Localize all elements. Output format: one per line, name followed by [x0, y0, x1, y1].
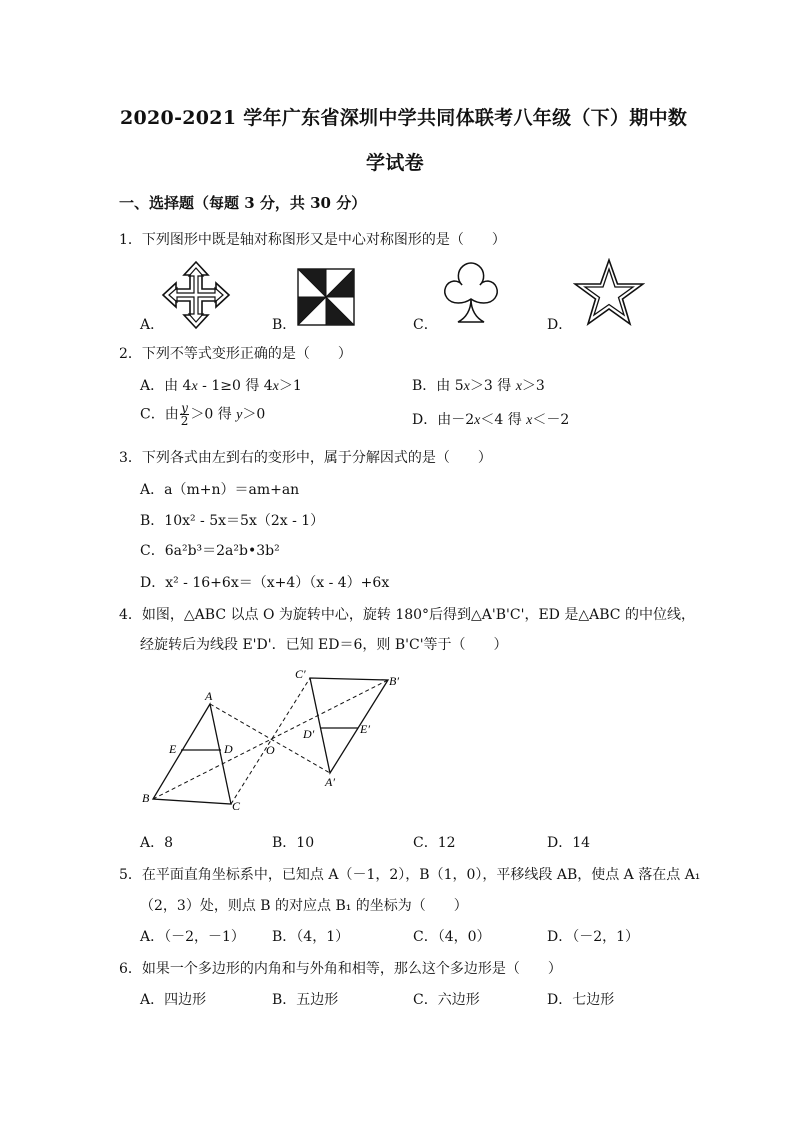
triangle-abc — [153, 704, 231, 804]
label-a: A — [205, 689, 213, 703]
q1-option-a-label: A． — [140, 317, 165, 333]
q3-option-a: A．a（m+n）＝am+an — [140, 482, 300, 498]
club-icon — [438, 260, 504, 326]
question-6-stem: 6．如果一个多边形的内角和与外角和相等，那么这个多边形是（ ） — [119, 961, 562, 977]
pinwheel-icon — [297, 268, 355, 326]
q2-option-c: C．由 $\frac{y}{2}$ ＞0 得 y＞0 — [140, 401, 266, 428]
q5-option-c: C．（4，0） — [413, 929, 491, 945]
label-e-prime: E′ — [360, 722, 370, 736]
question-2-stem: 2．下列不等式变形正确的是（ ） — [119, 346, 352, 362]
label-d: D — [224, 742, 233, 756]
q3-option-b: B．10x² - 5x＝5x（2x - 1） — [140, 513, 325, 529]
label-c-prime: C′ — [295, 667, 306, 681]
rotation-figure — [135, 660, 425, 820]
label-o: O — [266, 743, 275, 757]
question-4-line1: 4．如图，△ABC 以点 O 为旋转中心，旋转 180°后得到△A'B'C'，ED 是△ABC 的中位线， — [119, 607, 695, 623]
q1-option-d-label: D． — [547, 317, 573, 333]
q4-option-a: A．8 — [140, 835, 174, 851]
label-a-prime: A′ — [325, 775, 335, 789]
triangle-a1b1c1 — [310, 678, 388, 773]
label-c: C — [232, 799, 241, 813]
q6-option-a: A．四边形 — [140, 992, 207, 1008]
q4-option-c: C．12 — [413, 835, 456, 851]
q3-option-d: D．x² - 16+6x＝（x+4）（x - 4）+6x — [140, 575, 390, 591]
q1-option-c-label: C． — [413, 317, 438, 333]
question-4-line2: 经旋转后为线段 E'D'．已知 ED＝6，则 B'C'等于（ ） — [140, 637, 508, 653]
question-5-line1: 5．在平面直角坐标系中，已知点 A（－1，2），B（1，0），平移线段 AB，使点 A 落在点 A₁ — [119, 867, 701, 883]
q2-option-a: A．由 4x - 1≥0 得 4x＞1 — [140, 378, 302, 394]
q2-option-b: B．由 5x＞3 得 x＞3 — [412, 378, 545, 394]
q5-option-a: A．（－2，－1） — [140, 929, 245, 945]
q2-option-d: D．由－2x＜4 得 x＜－2 — [412, 412, 570, 428]
label-b: B — [142, 791, 150, 805]
label-e: E — [169, 742, 177, 756]
q5-option-d: D．（－2，1） — [547, 929, 640, 945]
question-3-stem: 3．下列各式由左到右的变形中，属于分解因式的是（ ） — [119, 450, 492, 466]
fraction-y-over-2: $\frac{y}{2}$ — [180, 401, 189, 428]
question-1-stem: 1．下列图形中既是轴对称图形又是中心对称图形的是（ ） — [119, 232, 506, 248]
q4-option-d: D．14 — [547, 835, 591, 851]
q5-option-b: B．（4，1） — [272, 929, 350, 945]
star-icon — [573, 258, 645, 328]
q3-option-c: C．6a²b³＝2a²b•3b² — [140, 543, 280, 559]
question-5-line2: （2，3）处，则点 B 的对应点 B₁ 的坐标为（ ） — [140, 898, 468, 914]
page-title-line2: 学试卷 — [366, 152, 424, 174]
q6-option-b: B．五边形 — [272, 992, 339, 1008]
four-arrows-icon — [160, 260, 232, 330]
section-heading: 一、选择题（每题 3 分，共 30 分） — [119, 194, 367, 212]
label-d-prime: D′ — [303, 727, 315, 741]
q1-option-b-label: B． — [272, 317, 297, 333]
q6-option-d: D．七边形 — [547, 992, 615, 1008]
q6-option-c: C．六边形 — [413, 992, 480, 1008]
q4-option-b: B．10 — [272, 835, 315, 851]
page-title-line1: 2020-2021 学年广东省深圳中学共同体联考八年级（下）期中数 — [120, 107, 688, 129]
label-b-prime: B′ — [389, 674, 399, 688]
